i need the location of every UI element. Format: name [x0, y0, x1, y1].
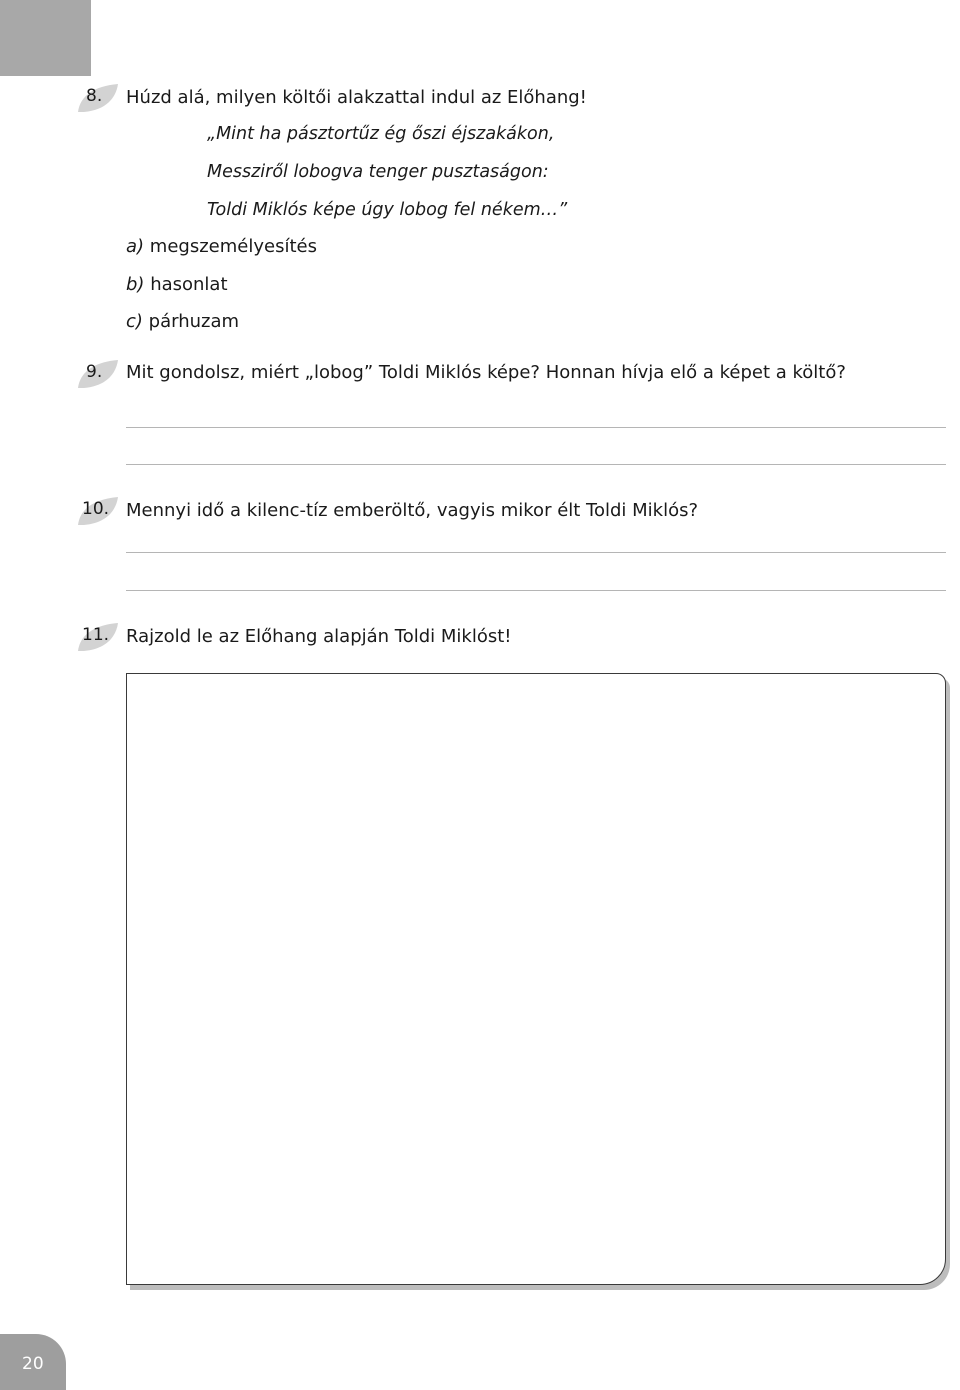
- answer-line[interactable]: [126, 552, 946, 553]
- option-letter: c): [126, 311, 143, 332]
- option-letter: b): [126, 274, 145, 295]
- page-number-tab: [0, 1334, 66, 1390]
- task-question: Mennyi idő a kilenc-tíz emberöltő, vagyis mikor élt Toldi Miklós?: [126, 500, 699, 521]
- answer-line[interactable]: [126, 464, 946, 465]
- task-question: Húzd alá, milyen költői alakzattal indul az Előhang!: [126, 87, 587, 108]
- task-question: Rajzold le az Előhang alapján Toldi Miklóst!: [126, 626, 512, 647]
- corner-tab: [0, 0, 91, 76]
- task-number-badge: [76, 495, 120, 525]
- answer-option[interactable]: [126, 274, 228, 295]
- task-number-badge: [76, 82, 120, 112]
- task-question: Mit gondolsz, miért „lobog” Toldi Miklós képe? Honnan hívja elő a képet a költő?: [126, 362, 846, 383]
- option-text: hasonlat: [150, 274, 228, 295]
- answer-option[interactable]: [126, 236, 317, 257]
- poem-line: „Mint ha pásztortűz ég őszi éjszakákon,: [207, 124, 555, 144]
- answer-line[interactable]: [126, 427, 946, 428]
- page-number: 20: [22, 1354, 44, 1374]
- answer-line[interactable]: [126, 590, 946, 591]
- poem-line: Messziről lobogva tenger pusztaságon:: [207, 162, 549, 182]
- task-number: 8.: [86, 86, 103, 106]
- answer-option[interactable]: [126, 311, 239, 332]
- option-letter: a): [126, 236, 145, 257]
- task-number-badge: [76, 358, 120, 388]
- option-text: megszemélyesítés: [149, 236, 317, 257]
- task-number: 10.: [82, 499, 110, 519]
- task-number: 11.: [82, 625, 110, 645]
- option-text: párhuzam: [148, 311, 240, 332]
- task-number: 9.: [86, 362, 103, 382]
- poem-line: Toldi Miklós képe úgy lobog fel nékem…”: [207, 200, 568, 220]
- task-number-badge: [76, 621, 120, 651]
- drawing-area[interactable]: [126, 673, 946, 1285]
